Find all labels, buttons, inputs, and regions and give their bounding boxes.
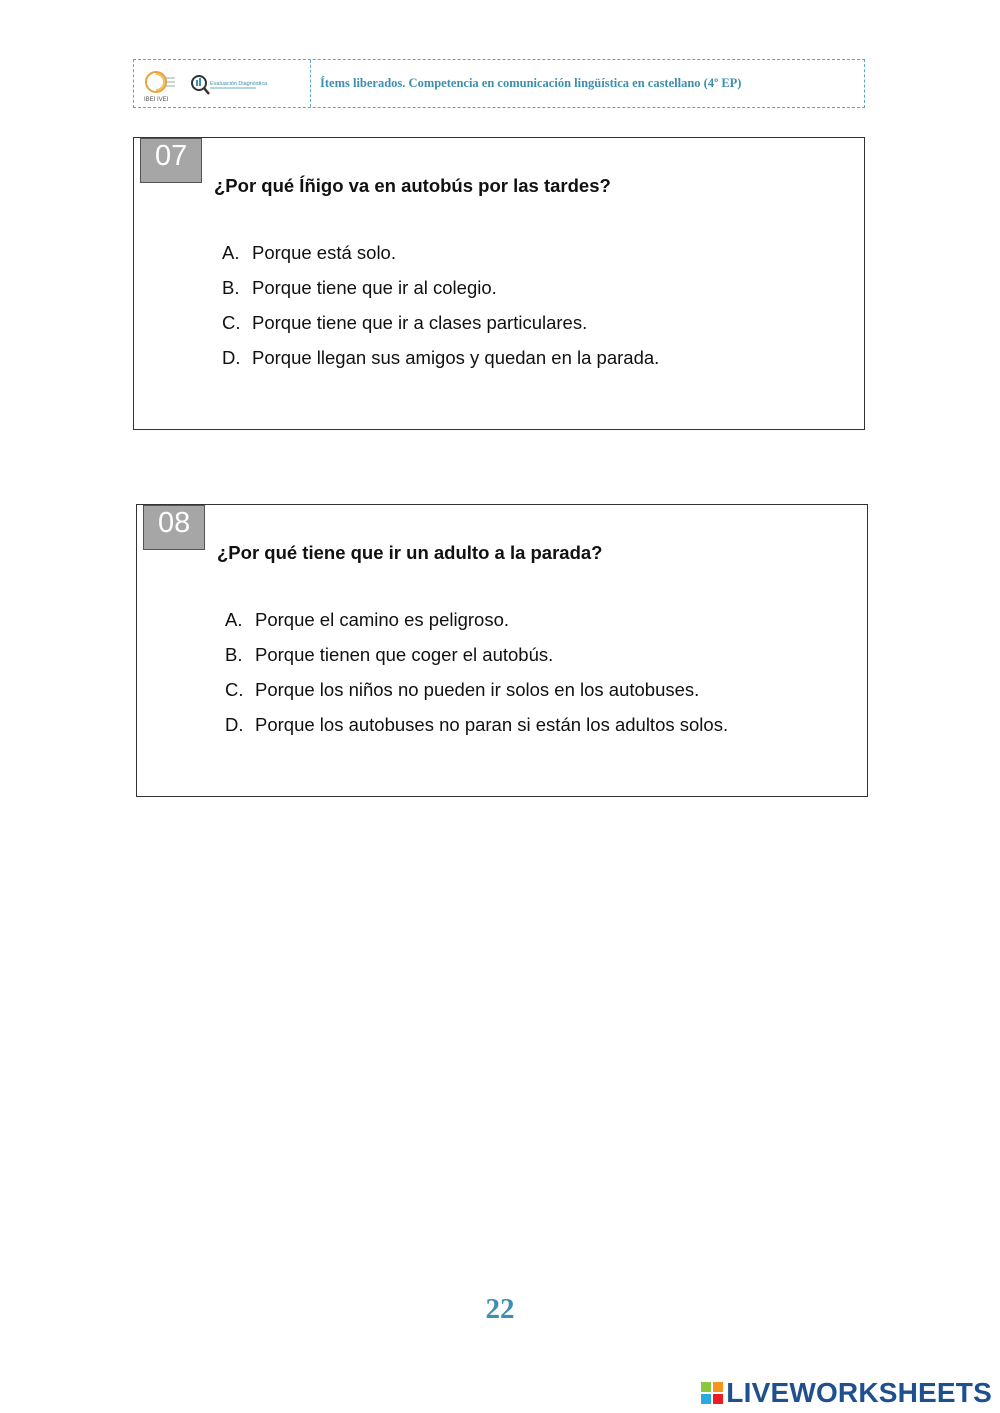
option-letter: C.	[222, 312, 241, 333]
answer-option-c[interactable]	[225, 679, 728, 714]
answer-options	[222, 242, 659, 382]
option-letter: D.	[225, 714, 244, 735]
answer-option-b[interactable]	[225, 644, 728, 679]
option-text: Porque el camino es peligroso.	[255, 609, 510, 630]
answer-option-c[interactable]	[222, 312, 659, 347]
answer-option-b[interactable]	[222, 277, 659, 312]
page-header	[133, 59, 865, 108]
option-letter: D.	[222, 347, 241, 368]
option-letter: A.	[225, 609, 243, 630]
answer-option-d[interactable]	[225, 714, 728, 749]
option-text: Porque tiene que ir al colegio.	[252, 277, 497, 298]
ibei-logo-icon	[142, 68, 178, 102]
answer-option-a[interactable]	[225, 609, 728, 644]
option-letter: C.	[225, 679, 244, 700]
answer-option-a[interactable]	[222, 242, 659, 277]
option-letter: A.	[222, 242, 240, 263]
question-text: ¿Por qué tiene que ir un adulto a la parada?	[217, 542, 603, 563]
question-number: 08	[143, 505, 205, 550]
answer-options	[225, 609, 728, 749]
option-text: Porque tienen que coger el autobús.	[255, 644, 554, 665]
liveworksheets-logo-icon	[701, 1382, 723, 1404]
option-text: Porque tiene que ir a clases particulares.	[252, 312, 588, 333]
page-number: 22	[485, 1293, 515, 1325]
option-letter: B.	[225, 644, 243, 665]
question-text: ¿Por qué Íñigo va en autobús por las tardes?	[214, 175, 611, 196]
watermark-text: LIVEWORKSHEETS	[726, 1377, 992, 1408]
evaluacion-logo-text: Evaluación Diagnóstica	[210, 81, 268, 87]
liveworksheets-watermark[interactable]	[701, 1377, 992, 1409]
question-07-box	[133, 137, 865, 430]
header-divider	[310, 60, 311, 107]
ibei-logo-text: IBEI IVEI	[144, 97, 169, 103]
question-08-box	[136, 504, 868, 797]
option-letter: B.	[222, 277, 240, 298]
option-text: Porque los autobuses no paran si están los adultos solos.	[255, 714, 729, 735]
answer-option-d[interactable]	[222, 347, 659, 382]
option-text: Porque llegan sus amigos y quedan en la parada.	[252, 347, 660, 368]
question-number: 07	[140, 138, 202, 183]
header-title: Ítems liberados. Competencia en comunicación lingüística en castellano (4º EP)	[320, 76, 742, 90]
option-text: Porque los niños no pueden ir solos en los autobuses.	[255, 679, 700, 700]
evaluacion-diagnostica-logo-icon	[190, 72, 268, 98]
option-text: Porque está solo.	[252, 242, 396, 263]
